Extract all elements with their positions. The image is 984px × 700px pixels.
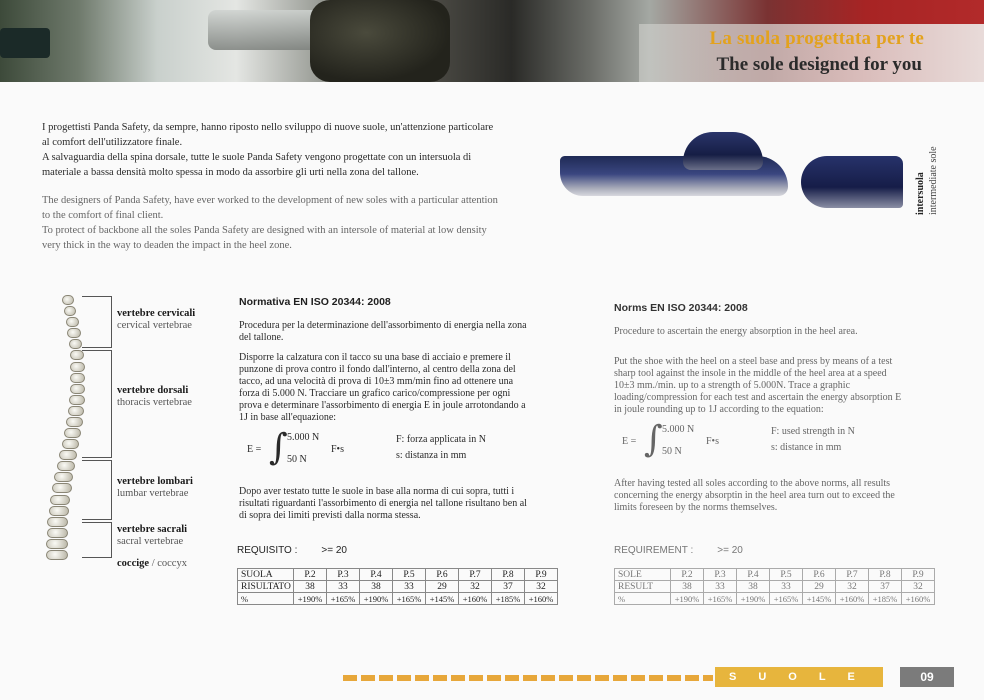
table-cell: 38 <box>294 581 327 593</box>
results-table-italian <box>237 568 558 605</box>
table-cell: P.8 <box>492 569 525 581</box>
table-row <box>238 581 558 593</box>
table-row-header: SUOLA <box>238 569 294 581</box>
norm-column-english <box>614 296 904 522</box>
table-cell: 32 <box>525 581 558 593</box>
table-cell: +185% <box>492 593 525 605</box>
vertebra <box>49 506 69 516</box>
table-cell: +165% <box>704 593 737 605</box>
formula-legend-s: s: distance in mm <box>771 442 842 453</box>
table-cell: P.2 <box>671 569 704 581</box>
spine-label-lumbar <box>117 476 193 500</box>
results-table-english <box>614 568 935 605</box>
norm-paragraph: After having tested all soles according to the above norms, all results concerning the energy absorptin in the heel area turn out to exceed the limits foreseen by the norms themselves. <box>614 478 895 513</box>
table-cell: +190% <box>360 593 393 605</box>
requirement-label: REQUIREMENT : <box>614 545 694 556</box>
section-label: SUOLE <box>715 667 883 687</box>
table-cell: +165% <box>327 593 360 605</box>
table-cell: P.9 <box>525 569 558 581</box>
requirement-english <box>614 545 743 556</box>
intro-line: to the comfort of final client. <box>42 210 164 221</box>
page-title-english: The sole designed for you <box>716 54 922 75</box>
table-cell: +190% <box>294 593 327 605</box>
spine-label-it: coccige <box>117 558 150 569</box>
formula-integrand: F•s <box>331 444 344 455</box>
formula-lower-limit: 50 N <box>662 446 682 457</box>
spine-label-it: vertebre sacrali <box>117 524 188 535</box>
spine-label-en: sacral vertebrae <box>117 536 184 547</box>
table-row <box>615 593 935 605</box>
table-cell: P.9 <box>902 569 935 581</box>
formula-legend-f: F: used strength in N <box>771 426 855 437</box>
formula-legend-f: F: forza applicata in N <box>396 434 486 445</box>
heel-insert-image <box>683 132 763 170</box>
table-row <box>238 569 558 581</box>
spine-label-coccyx: coccige / coccyx <box>117 558 187 569</box>
table-row <box>615 581 935 593</box>
table-cell: +160% <box>902 593 935 605</box>
table-cell: 29 <box>803 581 836 593</box>
spine-label-it: vertebre cervicali <box>117 308 196 319</box>
intro-line: I progettisti Panda Safety, da sempre, hanno riposto nello sviluppo di nuove suole, un'attenzione particolare <box>42 122 494 133</box>
table-cell: P.8 <box>869 569 902 581</box>
table-cell: P.3 <box>327 569 360 581</box>
norm-paragraph: Procedure to ascertain the energy absorption in the heel area. <box>614 326 858 337</box>
spine-label-thoracic <box>117 385 192 409</box>
intro-line: A salvaguardia della spina dorsale, tutte le suole Panda Safety vengono progettate con un intersuola di <box>42 152 472 163</box>
machine-cylinder-image <box>0 28 50 58</box>
intersole-label-italian: intersuola <box>915 172 926 215</box>
vertebra <box>52 483 71 493</box>
spine-label-cervical <box>117 308 195 332</box>
table-cell: P.7 <box>459 569 492 581</box>
table-cell: P.3 <box>704 569 737 581</box>
formula-upper-limit: 5.000 N <box>287 432 320 443</box>
vertebra <box>64 306 76 316</box>
bracket-lumbar <box>82 460 112 520</box>
table-row-header: % <box>238 593 294 605</box>
table-cell: +145% <box>426 593 459 605</box>
table-cell: +190% <box>737 593 770 605</box>
footer-dashes <box>343 675 713 681</box>
table-cell: +160% <box>836 593 869 605</box>
requirement-value: >= 20 <box>321 545 347 556</box>
vertebra <box>66 417 83 427</box>
table-cell: P.7 <box>836 569 869 581</box>
spine-label-en: cervical vertebrae <box>117 320 192 331</box>
table-cell: P.4 <box>737 569 770 581</box>
vertebra <box>47 517 68 527</box>
page-title-italian: La suola progettata per te <box>709 28 924 49</box>
formula-lhs: E = <box>622 436 637 447</box>
table-cell: P.6 <box>803 569 836 581</box>
page-number: 09 <box>900 667 954 687</box>
norm-paragraph: Dopo aver testato tutte le suole in base alla norma di cui sopra, tutti i risultati riguardanti l'assorbimento di energia nel tallone risultano ben al di sopra dei limiti previsti dalla norma stessa. <box>239 486 527 521</box>
table-cell: +160% <box>459 593 492 605</box>
vertebra <box>54 472 73 482</box>
vertebra <box>50 495 70 505</box>
integral-icon: ∫ <box>269 427 288 468</box>
energy-formula <box>614 419 904 464</box>
vertebra <box>46 550 68 560</box>
vertebra <box>62 439 80 449</box>
table-cell: +190% <box>671 593 704 605</box>
table-cell: P.6 <box>426 569 459 581</box>
intro-english <box>42 193 532 253</box>
vertebra <box>69 339 83 349</box>
sole-illustration <box>555 128 915 218</box>
requirement-italian <box>237 545 347 556</box>
table-cell: 33 <box>327 581 360 593</box>
requirement-label: REQUISITO : <box>237 545 298 556</box>
table-cell: 33 <box>770 581 803 593</box>
norm-paragraph: Put the shoe with the heel on a steel base and press by means of a test sharp tool against the insole in the middle of the heel area at a speed 10±3 mm./min. up to a strength of 5.000N. Trace a graphic loading/compression for each test and ascertain the energy absorption E in joule rounding up to 1J according to the equation: <box>614 356 902 415</box>
intro-line: very thick in the way to deaden the impact in the heel zone. <box>42 240 292 251</box>
table-cell: 33 <box>393 581 426 593</box>
footer <box>0 667 984 700</box>
spine-label-en: thoracis vertebrae <box>117 397 192 408</box>
table-cell: +145% <box>803 593 836 605</box>
table-cell: 37 <box>869 581 902 593</box>
vertebra <box>67 328 80 338</box>
formula-upper-limit: 5.000 N <box>662 424 695 435</box>
formula-lhs: E = <box>247 444 262 455</box>
table-cell: P.5 <box>393 569 426 581</box>
norm-paragraph: Disporre la calzatura con il tacco su una base di acciaio e premere il punzone di prova contro il fondo dall'interno, al centro della zona del tacco, ad una velocità di prova di 10±3 mm/min fino ad ottenere una forza di 5.000 N. Tracciare un grafico carico/compressione per ogni prova e determinare l'assorbimento di energia E in joule arrotondando a 1J in base all'equazione: <box>239 352 526 423</box>
table-cell: +160% <box>525 593 558 605</box>
table-cell: P.2 <box>294 569 327 581</box>
table-row-header: RISULTATO <box>238 581 294 593</box>
table-cell: 38 <box>737 581 770 593</box>
vertebra <box>47 528 68 538</box>
bracket-cervical <box>82 296 112 348</box>
table-cell: 32 <box>902 581 935 593</box>
table-cell: 33 <box>704 581 737 593</box>
bracket-thoracic <box>82 350 112 458</box>
norm-paragraph: Procedura per la determinazione dell'assorbimento di energia nella zona del tallone. <box>239 320 527 343</box>
spine-label-it: vertebre lombari <box>117 476 193 487</box>
vertebra <box>66 317 79 327</box>
table-cell: +165% <box>393 593 426 605</box>
norm-column-italian <box>239 296 529 530</box>
table-cell: P.4 <box>360 569 393 581</box>
sole-photo-image <box>310 0 450 82</box>
bracket-sacral <box>82 522 112 558</box>
energy-formula <box>239 427 529 472</box>
requirement-value: >= 20 <box>717 545 743 556</box>
vertebra <box>64 428 81 438</box>
intro-line: The designers of Panda Safety, have ever worked to the development of new soles with a particular attention <box>42 195 498 206</box>
formula-legend-s: s: distanza in mm <box>396 450 467 461</box>
table-cell: P.5 <box>770 569 803 581</box>
intro-line: To protect of backbone all the soles Panda Safety are designed with an intersole of material at low density <box>42 225 487 236</box>
vertebra <box>46 539 68 549</box>
spine-label-en: lumbar vertebrae <box>117 488 189 499</box>
spine-label-sacral <box>117 524 187 548</box>
table-row <box>615 569 935 581</box>
vertebra <box>62 295 74 305</box>
table-cell: 32 <box>459 581 492 593</box>
table-cell: 32 <box>836 581 869 593</box>
spine-label-it: vertebre dorsali <box>117 385 189 396</box>
table-cell: +185% <box>869 593 902 605</box>
table-cell: 37 <box>492 581 525 593</box>
heel-section-image <box>801 156 903 208</box>
intersole-label <box>905 135 939 215</box>
table-cell: +165% <box>770 593 803 605</box>
vertebra <box>59 450 77 460</box>
table-cell: 38 <box>360 581 393 593</box>
norm-heading: Normativa EN ISO 20344: 2008 <box>239 296 391 308</box>
norm-heading: Norms EN ISO 20344: 2008 <box>614 302 748 314</box>
intro-line: materiale a bassa densità molto spessa in modo da assorbire gli urti nella zona del tallone. <box>42 167 419 178</box>
table-row-header: % <box>615 593 671 605</box>
intro-italian <box>42 120 532 180</box>
integral-icon: ∫ <box>644 419 663 460</box>
table-row-header: SOLE <box>615 569 671 581</box>
table-cell: 38 <box>671 581 704 593</box>
spine-label-en: coccyx <box>157 558 187 569</box>
formula-integrand: F•s <box>706 436 719 447</box>
intersole-label-english: intermediate sole <box>928 146 939 215</box>
intro-line: al comfort dell'utilizzatore finale. <box>42 137 183 148</box>
formula-lower-limit: 50 N <box>287 454 307 465</box>
vertebra <box>57 461 76 471</box>
table-cell: 29 <box>426 581 459 593</box>
table-row-header: RESULT <box>615 581 671 593</box>
table-row <box>238 593 558 605</box>
